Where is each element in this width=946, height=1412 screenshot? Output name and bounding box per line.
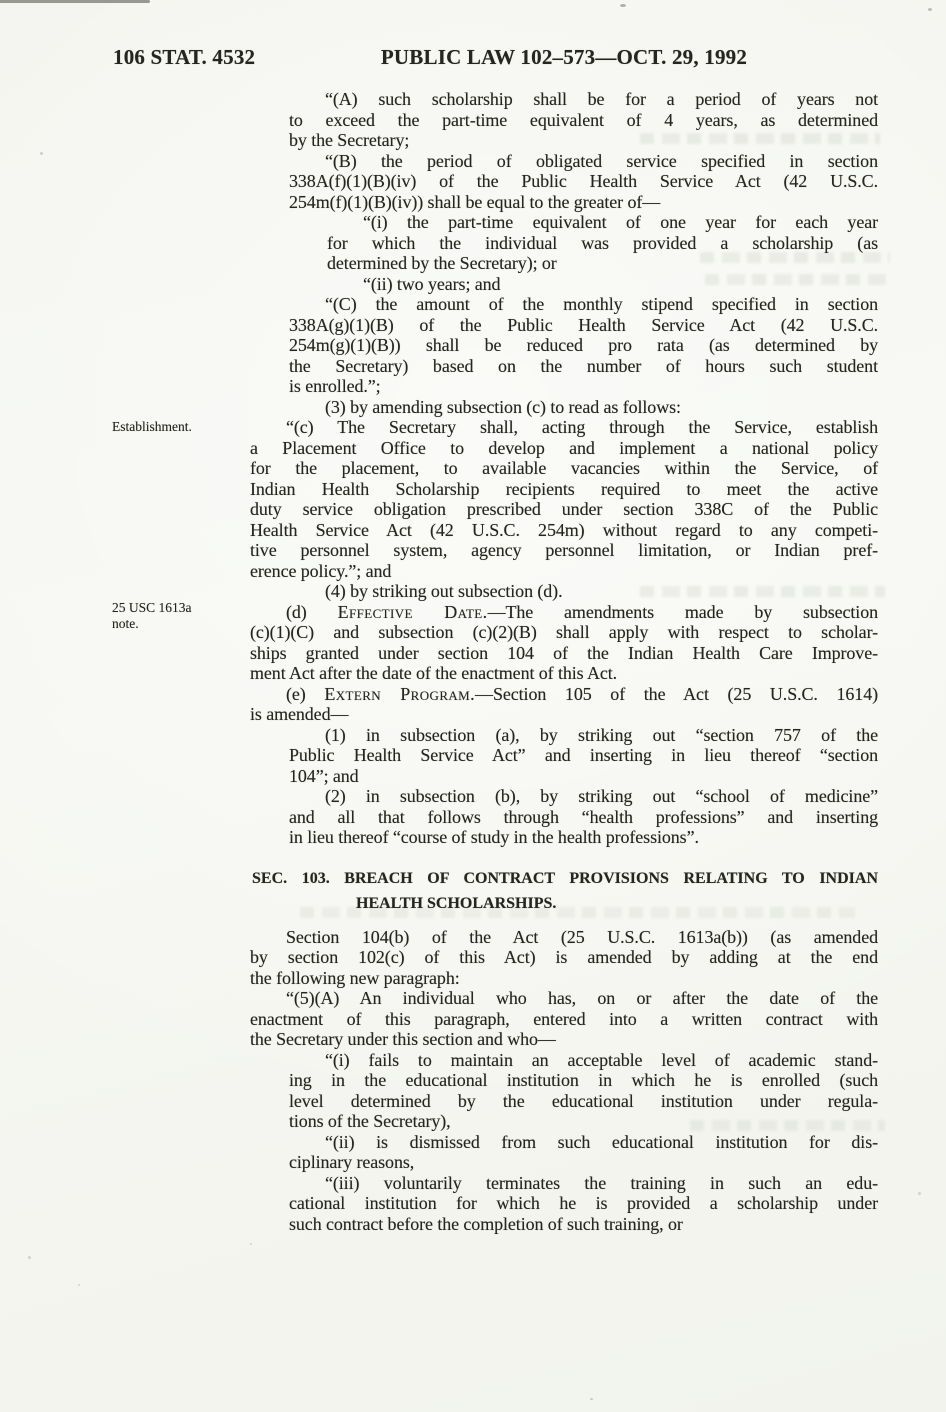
text-line [289, 1214, 878, 1235]
text-line [250, 663, 878, 684]
text-line [250, 1029, 878, 1050]
text-line [250, 704, 878, 725]
text-run: (2) in subsection (b), by striking out “school of medicine” [325, 786, 878, 806]
clause-5A-iii [289, 1173, 878, 1235]
text-run: determined by the Secretary); or [327, 253, 557, 273]
scan-speck [918, 1192, 921, 1195]
text-run: “(A) such scholarship shall be for a period of years not [325, 89, 878, 109]
text-line [252, 866, 878, 891]
text-run: (1) in subsection (a), by striking out “section 757 of the [325, 724, 878, 745]
text-line [289, 315, 878, 336]
scan-speck [620, 4, 626, 7]
text-run: for which the individual was provided a scholarship (as [327, 232, 878, 253]
scan-speck [928, 8, 932, 11]
text-line [289, 294, 878, 315]
text-line [289, 1091, 878, 1112]
text-run: “(i) fails to maintain an acceptable level of academic stand- [325, 1049, 878, 1070]
text-line [289, 827, 878, 848]
text-line [289, 1050, 878, 1071]
text-line [250, 561, 878, 582]
text-run: a Placement Office to develop and implement a national policy [250, 437, 878, 458]
text-run: “(5)(A) An individual who has, on or after the date of the [286, 988, 878, 1008]
section-103-intro [250, 927, 878, 989]
text-run: 254m(f)(1)(B)(iv)) shall be equal to the greater of— [289, 191, 661, 212]
text-line [289, 581, 878, 602]
text-line [289, 151, 878, 172]
text-line [289, 335, 878, 356]
text-run: (e) [286, 683, 325, 704]
text-line [289, 725, 878, 746]
stat-page-number: 106 STAT. 4532 [113, 45, 256, 69]
text-line [250, 968, 878, 989]
text-line [250, 622, 878, 643]
text-line [250, 458, 878, 479]
text-run: 104”; and [289, 765, 359, 786]
text-run: SEC. 103. BREACH OF CONTRACT PROVISIONS RELATING TO INDIAN [252, 869, 878, 887]
text-run: “(ii) two years; and [363, 273, 501, 294]
clause-5A-ii [289, 1132, 878, 1173]
text-line [327, 233, 878, 254]
margin-note-usc-citation: 25 USC 1613a note. [112, 600, 192, 631]
text-line [289, 192, 878, 213]
text-run: Health Service Act (42 U.S.C. 254m) without regard to any competi- [250, 519, 878, 540]
text-run: for the placement, to available vacancies within the Service, of [250, 458, 878, 478]
text-line [289, 89, 878, 110]
text-run: level determined by the educational institution under regula- [289, 1090, 878, 1111]
text-line [289, 356, 878, 377]
text-line [289, 786, 878, 807]
text-line [289, 1152, 878, 1173]
amendment-4 [289, 581, 878, 602]
margin-note-establishment: Establishment. [112, 419, 192, 434]
text-run: HEALTH SCHOLARSHIPS. [356, 894, 557, 912]
paragraph-5A [250, 988, 878, 1050]
text-line [250, 988, 878, 1009]
text-line [250, 1009, 878, 1030]
scan-speck [250, 1243, 252, 1245]
text-line [250, 927, 878, 948]
text-line [289, 745, 878, 766]
text-run: the Secretary under this section and who— [250, 1029, 556, 1049]
scan-speck [28, 1256, 31, 1259]
text-line [289, 376, 878, 397]
text-run: “(iii) voluntarily terminates the training in such an edu- [325, 1172, 878, 1193]
text-line [250, 947, 878, 968]
text-run: (d) [286, 601, 338, 622]
text-line [289, 1070, 878, 1091]
text-run: ciplinary reasons, [289, 1152, 415, 1172]
text-run: to exceed the part-time equivalent of 4 years, as determined [289, 109, 878, 130]
text-run: the following new paragraph: [250, 967, 460, 988]
scan-speck [78, 1284, 80, 1286]
clause-B [289, 151, 878, 213]
clause-A [289, 89, 878, 151]
text-line [250, 438, 878, 459]
text-run: enactment of this paragraph, entered into a written contract with [250, 1008, 878, 1029]
text-run: duty service obligation prescribed under section 338C of the Public [250, 499, 878, 519]
scan-edge-artifact [0, 0, 150, 3]
text-run: ing in the educational institution in which he is enrolled (such [289, 1070, 878, 1090]
amendment-1 [289, 725, 878, 787]
text-line [327, 212, 878, 233]
statute-body-text [250, 89, 878, 1234]
text-line [289, 171, 878, 192]
text-line [250, 643, 878, 664]
text-run: ment Act after the date of the enactment of this Act. [250, 663, 618, 683]
text-run: and all that follows through “health professions” and inserting [289, 806, 878, 827]
clause-C [289, 294, 878, 397]
text-run: tions of the Secretary), [289, 1111, 451, 1131]
text-line [250, 417, 878, 438]
text-line [252, 891, 878, 916]
text-line [250, 684, 878, 705]
text-run: by the Secretary; [289, 130, 410, 150]
text-line [289, 1111, 878, 1132]
scan-speck [40, 152, 43, 155]
text-line [250, 602, 878, 623]
text-run: Section 104(b) of the Act (25 U.S.C. 1613a(b)) (as amended [286, 926, 878, 947]
text-run: “(i) the part-time equivalent of one year for each year [363, 212, 878, 232]
text-line [327, 253, 878, 274]
small-caps-run: Extern Program. [324, 683, 476, 704]
section-103-heading [252, 866, 878, 916]
text-line [289, 1132, 878, 1153]
text-run: (4) by striking out subsection (d). [325, 581, 563, 601]
text-line [289, 130, 878, 151]
text-line [289, 807, 878, 828]
clause-B-ii [327, 274, 878, 295]
text-run: “(C) the amount of the monthly stipend specified in section [325, 294, 878, 314]
text-run: is enrolled.”; [289, 376, 381, 396]
law-title-header: PUBLIC LAW 102–573—OCT. 29, 1992 [380, 45, 748, 69]
text-run: erence policy.”; and [250, 560, 392, 581]
amendment-2 [289, 786, 878, 848]
text-run: the Secretary) based on the number of hours such student [289, 355, 878, 376]
text-run: 338A(g)(1)(B) of the Public Health Service Act (42 U.S.C. [289, 314, 878, 335]
scan-speck [590, 1398, 593, 1400]
text-line [289, 1173, 878, 1194]
text-run: Public Health Service Act” and inserting in lieu thereof “section [289, 745, 878, 765]
text-run: 338A(f)(1)(B)(iv) of the Public Health Service Act (42 U.S.C. [289, 171, 878, 191]
text-line [289, 766, 878, 787]
text-run: is amended— [250, 704, 349, 724]
text-run: tive personnel system, agency personnel limitation, or Indian pref- [250, 540, 878, 560]
text-run: in lieu thereof “course of study in the health professions”. [289, 827, 699, 847]
small-caps-run: Effective Date. [337, 601, 488, 622]
text-run: “(c) The Secretary shall, acting through the Service, establish [286, 417, 878, 437]
subsection-c [250, 417, 878, 581]
text-run: ships granted under section 104 of the Indian Health Care Improve- [250, 642, 878, 663]
text-run: —Section 105 of the Act (25 U.S.C. 1614) [475, 683, 878, 704]
clause-B-i [327, 212, 878, 274]
clause-5A-i [289, 1050, 878, 1132]
text-run: such contract before the completion of such training, or [289, 1213, 683, 1234]
text-run: (3) by amending subsection (c) to read as follows: [325, 396, 681, 417]
subsection-d-effective-date [250, 602, 878, 684]
text-run: —The amendments made by subsection [487, 601, 879, 622]
text-line [250, 520, 878, 541]
text-line [250, 479, 878, 500]
text-run: cational institution for which he is provided a scholarship under [289, 1193, 878, 1213]
text-line [289, 110, 878, 131]
text-line [289, 397, 878, 418]
text-line [289, 1193, 878, 1214]
text-run: “(ii) is dismissed from such educational institution for dis- [325, 1131, 878, 1152]
text-run: by section 102(c) of this Act) is amended by adding at the end [250, 947, 878, 967]
text-line [250, 499, 878, 520]
text-line [250, 540, 878, 561]
subsection-e-extern-program [250, 684, 878, 725]
text-run: (c)(1)(C) and subsection (c)(2)(B) shall apply with respect to scholar- [250, 622, 878, 642]
text-run: “(B) the period of obligated service specified in section [325, 150, 878, 171]
text-run: 254m(g)(1)(B)) shall be reduced pro rata (as determined by [289, 335, 878, 355]
amendment-3 [289, 397, 878, 418]
text-line [327, 274, 878, 295]
text-run: Indian Health Scholarship recipients required to meet the active [250, 478, 878, 499]
